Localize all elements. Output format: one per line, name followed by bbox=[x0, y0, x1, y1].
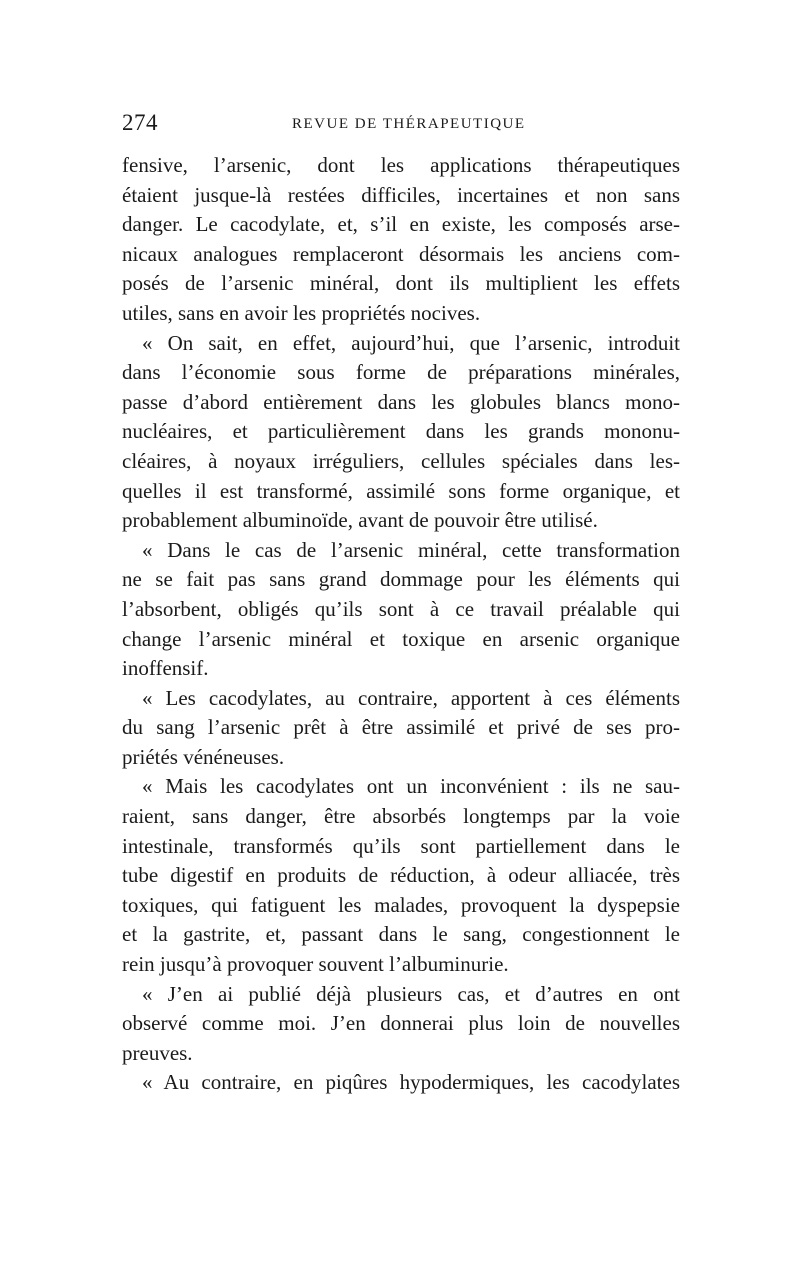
text-line: passe d’abord entièrement dans les globules blancs mono- bbox=[122, 389, 680, 414]
page-header bbox=[122, 110, 678, 140]
text-line: l’absorbent, obligés qu’ils sont à ce travail préalable qui bbox=[122, 596, 680, 621]
text-line: observé comme moi. J’en donnerai plus loin de nouvelles bbox=[122, 1011, 680, 1036]
text-line: dans l’économie sous forme de préparations minérales, bbox=[122, 360, 680, 385]
text-line: nucléaires, et particulièrement dans les grands mononu- bbox=[122, 419, 680, 444]
text-line: « Mais les cacodylates ont un inconvénient : ils ne sau- bbox=[142, 774, 680, 799]
text-line: priétés vénéneuses. bbox=[122, 744, 285, 769]
text-line: du sang l’arsenic prêt à être assimilé et privé de ses pro- bbox=[122, 715, 680, 740]
text-line: utiles, sans en avoir les propriétés nocives. bbox=[122, 300, 481, 325]
text-line: ne se fait pas sans grand dommage pour les éléments qui bbox=[122, 567, 680, 592]
text-line: preuves. bbox=[122, 1040, 193, 1065]
text-line: nicaux analogues remplaceront désormais les anciens com- bbox=[122, 241, 680, 266]
text-line: « On sait, en effet, aujourd’hui, que l’arsenic, introduit bbox=[142, 330, 680, 355]
body-text bbox=[122, 151, 680, 1098]
text-line: rein jusqu’à provoquer souvent l’albuminurie. bbox=[122, 952, 509, 977]
page-number: 274 bbox=[122, 110, 158, 135]
text-line: inoffensif. bbox=[122, 656, 209, 681]
text-line: raient, sans danger, être absorbés longtemps par la voie bbox=[122, 804, 680, 829]
text-line: change l’arsenic minéral et toxique en arsenic organique bbox=[122, 626, 680, 651]
text-line: danger. Le cacodylate, et, s’il en existe, les composés arse- bbox=[122, 212, 680, 237]
text-line: « Dans le cas de l’arsenic minéral, cette transformation bbox=[142, 537, 680, 562]
text-line: intestinale, transformés qu’ils sont partiellement dans le bbox=[122, 833, 680, 858]
text-line: probablement albuminoïde, avant de pouvoir être utilisé. bbox=[122, 508, 598, 533]
text-line: tube digestif en produits de réduction, à odeur alliacée, très bbox=[122, 863, 680, 888]
text-line: et la gastrite, et, passant dans le sang, congestionnent le bbox=[122, 922, 680, 947]
text-line: « J’en ai publié déjà plusieurs cas, et d’autres en ont bbox=[142, 981, 680, 1006]
text-line: posés de l’arsenic minéral, dont ils multiplient les effets bbox=[122, 271, 680, 296]
running-head: REVUE DE THÉRAPEUTIQUE bbox=[292, 116, 526, 132]
text-line: « Au contraire, en piqûres hypodermiques, les cacodylates bbox=[142, 1070, 680, 1095]
text-line: cléaires, à noyaux irréguliers, cellules spéciales dans les- bbox=[122, 448, 680, 473]
text-line: fensive, l’arsenic, dont les applications thérapeutiques bbox=[122, 153, 680, 177]
text-line: étaient jusque-là restées difficiles, incertaines et non sans bbox=[122, 182, 680, 207]
text-line: quelles il est transformé, assimilé sons forme organique, et bbox=[122, 478, 680, 503]
text-line: toxiques, qui fatiguent les malades, provoquent la dyspepsie bbox=[122, 892, 680, 917]
text-line: « Les cacodylates, au contraire, apportent à ces éléments bbox=[142, 685, 680, 710]
